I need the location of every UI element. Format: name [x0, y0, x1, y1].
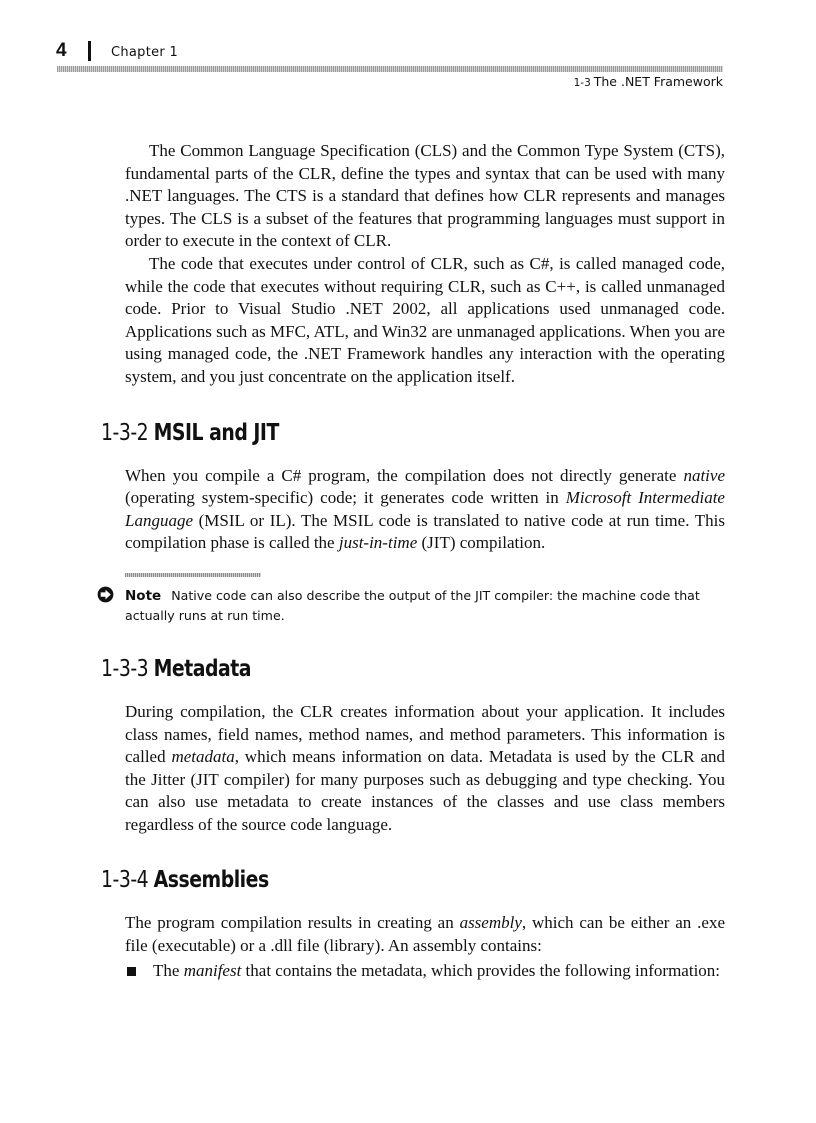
section-number: 1-3-2	[101, 419, 149, 446]
intro-paragraph-1: The Common Language Specification (CLS) and the Common Type System (CTS), fundamental parts of the CLR, define the types and syntax that can be used with many .NET languages. The CTS is a standard that defines how CLR represents and manages types. The CLS is a subset of the features that programming languages must support in order to execute in the context of CLR.	[125, 141, 725, 251]
metadata-paragraph: During compilation, the CLR creates information about your application. It includes class names, field names, method names, and method parameters. This information is called metadata, which means information on data. Metadata is used by the CLR and the Jitter (JIT compiler) for many purposes such as debugging and type checking. You can also use metadata to create instances of the classes and use class members regardless of the source code language.	[125, 701, 725, 834]
assemblies-paragraph: The program compilation results in creating an assembly, which can be either an .exe file (executable) or a .dll file (library). An assembly contains:	[125, 913, 725, 956]
section-title: Metadata	[153, 655, 251, 682]
term-metadata: metadata	[171, 747, 235, 767]
section-heading-msil	[101, 419, 613, 447]
page-number: 4	[56, 40, 67, 61]
term-jit: just-in-time	[338, 533, 418, 553]
header-rule	[57, 66, 723, 72]
term-msil: Microsoft Intermediate Language	[125, 488, 725, 530]
note-rule	[125, 573, 261, 577]
msil-paragraph: When you compile a C# program, the compilation does not directly generate native (operating system-specific) code; it generates code written in Microsoft Intermediate Language (MSIL or IL). The MSIL code is translated to native code at run time. This compilation phase is called the just-in-time (JIT) compilation.	[125, 465, 725, 553]
assembly-contents-list	[125, 960, 725, 983]
section-number: 1-3-3	[101, 655, 149, 682]
section-title: Assemblies	[153, 867, 269, 894]
section-heading-assemblies	[101, 866, 613, 894]
intro-paragraph-2: The code that executes under control of CLR, such as C#, is called managed code, while the code that executes without requiring CLR, such as C++, is called unmanaged code. Prior to Visual Studio .NET 2002, all applications used unmanaged code. Applications such as MFC, ATL, and Win32 are unmanaged applications. When you are using managed code, the .NET Framework handles any interaction with the operating system, and you just concentrate on the application itself.	[125, 253, 725, 386]
running-section-number: 1-3	[573, 77, 591, 89]
note-label: Note	[125, 587, 162, 604]
term-manifest: manifest	[183, 960, 242, 980]
term-native: native	[683, 465, 725, 485]
arrow-right-icon	[95, 584, 116, 605]
note-box	[125, 573, 725, 625]
section-heading-metadata	[101, 655, 613, 683]
page-content	[101, 140, 725, 982]
note-text	[125, 586, 725, 625]
term-assembly: assembly	[459, 913, 522, 933]
running-section-title	[574, 74, 723, 89]
note-body: Native code can also describe the output of the JIT compiler: the machine code that actually runs at run time.	[125, 587, 700, 623]
list-item: The manifest that contains the metadata, which provides the following information:	[125, 960, 725, 983]
running-section-name: The .NET Framework	[593, 74, 723, 89]
section-number: 1-3-4	[101, 867, 149, 894]
chapter-label: Chapter 1	[111, 45, 179, 60]
section-title: MSIL and JIT	[153, 419, 279, 446]
bullet-square-icon	[127, 967, 136, 976]
header-divider-bar	[88, 41, 91, 61]
